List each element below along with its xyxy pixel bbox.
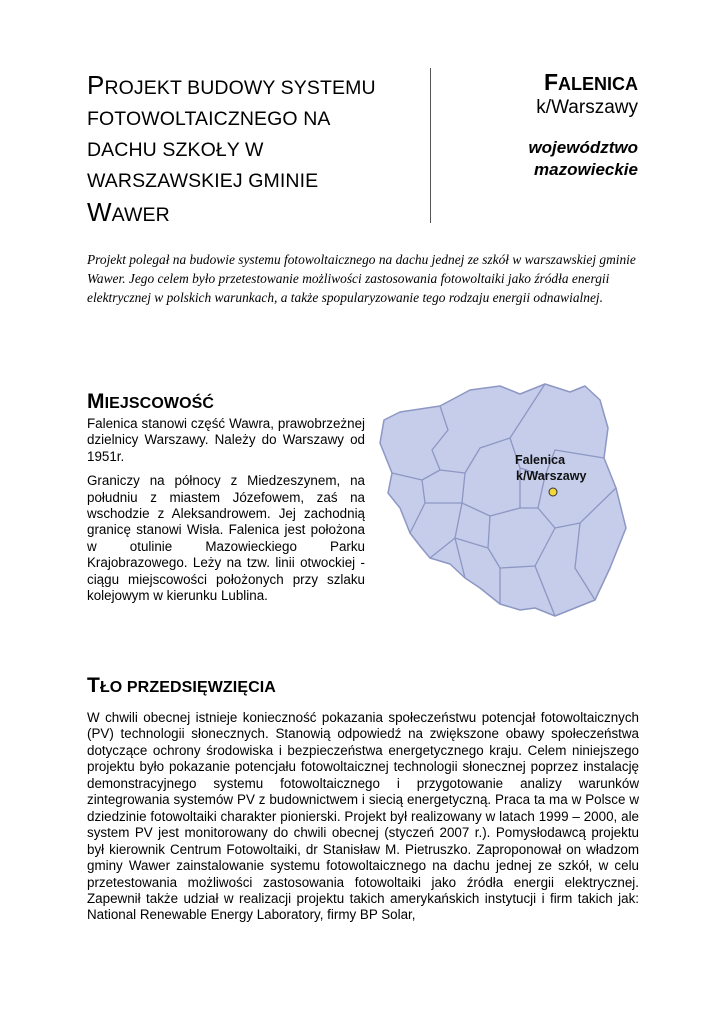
background-heading: TŁO PRZEDSIĘWZIĘCIA <box>87 674 276 697</box>
place-block <box>438 70 638 120</box>
voivodeship: województwo mazowieckie <box>528 138 638 179</box>
location-marker <box>549 488 557 496</box>
location-paragraph: Falenica stanowi część Wawra, prawobrzeżnej dzielnicy Warszawy. Należy do Warszawy od 1951r. <box>87 416 365 464</box>
title-line: WARSZAWSKIEJ GMINIE <box>87 170 319 192</box>
title-line: DACHU SZKOŁY W <box>87 139 264 161</box>
place-name: FALENICA <box>543 69 638 95</box>
title-line: WAWER <box>87 197 170 227</box>
background-paragraph: W chwili obecnej istnieje konieczność pokazania społeczeństwu potencjał fotowoltaicznych (PV) technologii słonecznych. Stanowią odpowiedź na zwiększone obawy społeczeństwa dotyczące ochrony środowiska i bezpieczeństwa energetycznego kraju. Celem niniejszego projektu było pokazanie potencjału fotowoltaicznej technologii słonecznej poprzez instalację demonstracyjnego systemu fotowoltaicznego i przygotowanie analizy warunków zintegrowania systemów PV z budownictwem i siecią energetyczną. Praca ta ma w Polsce w dziedzinie fotowoltaiki charakter pionierski. Projekt był realizowany w latach 1999 – 2000, ale system PV jest monitorowany do chwili obecnej (styczeń 2007 r.). Pomysłodawcą projektu był kierownik Centrum Fotowoltaiki, dr Stanisław M. Pietruszko. Zaproponował on władzom gminy Wawer zainstalowanie systemu fotowoltaicznego na dachu jednej ze szkół, w celu przetestowania możliwości zastosowania fotowoltaiki jako źródła energii elektrycznej. Zapewnił także udział w realizacji projektu takich amerykańskich instytucji i firm takich jak: National Renewable Energy Laboratory, firmy BP Solar, <box>87 710 639 923</box>
place-subtitle: k/Warszawy <box>536 97 638 118</box>
page-title <box>87 70 417 231</box>
header-divider <box>430 68 431 223</box>
map-label: Falenica <box>515 453 566 467</box>
location-heading: MIEJSCOWOŚĆ <box>87 390 215 413</box>
poland-outline <box>380 384 626 616</box>
title-line: FOTOWOLTAICZNEGO NA <box>87 108 331 130</box>
intro-paragraph: Projekt polegał na budowie systemu fotowoltaicznego na dachu jednej ze szkół w warszawskiej gminie Wawer. Jego celem było przetestowanie możliwości zastosowania fotowoltaiki jako źródła energii elektrycznej w polskich warunkach, a także spopularyzowanie tego rodzaju energii odnawialnej. <box>87 252 636 305</box>
poland-map <box>370 378 640 623</box>
location-text <box>87 416 365 612</box>
map-label: k/Warszawy <box>516 469 587 483</box>
location-paragraph: Graniczy na północy z Miedzeszynem, na południu z miastem Józefowem, zaś na wschodzie z Aleksandrowem. Jej zachodnią granicę stanowi Wisła. Falenica jest położona w otulinie Mazowieckiego Parku Krajobrazowego. Leży na tzw. linii otwockiej - ciągu miejscowości położonych przy szlaku kolejowym w kierunku Lublina. <box>87 473 365 604</box>
title-line: PROJEKT BUDOWY SYSTEMU <box>87 70 376 100</box>
